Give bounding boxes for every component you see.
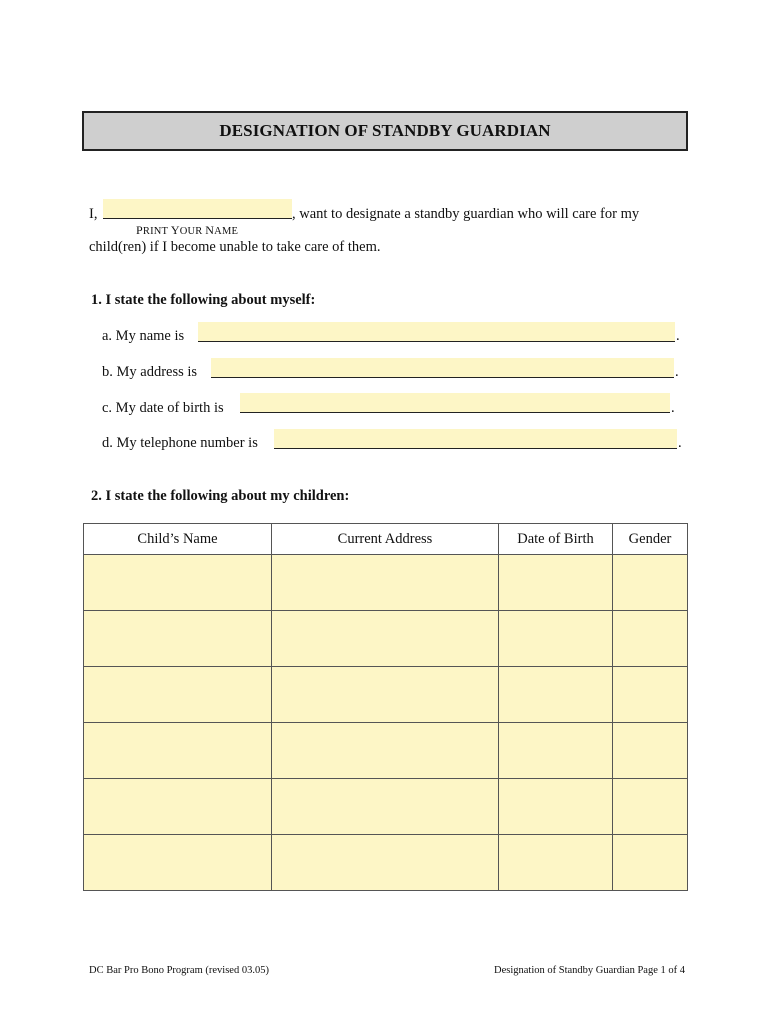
- my-dob-period: .: [671, 400, 675, 416]
- print-your-name-label: PRINT YOUR NAME: [136, 223, 239, 237]
- my-telephone-period: .: [678, 435, 682, 451]
- my-telephone-label: d. My telephone number is: [102, 435, 258, 451]
- column-header-gender: Gender: [613, 524, 688, 555]
- my-address-period: .: [675, 364, 679, 380]
- intro-prefix: I,: [89, 206, 98, 222]
- intro-line2: child(ren) if I become unable to take care of them.: [89, 239, 381, 255]
- print-your-name-field[interactable]: [103, 199, 292, 219]
- my-address-label: b. My address is: [102, 364, 198, 380]
- gender-cell[interactable]: [613, 611, 688, 667]
- gender-cell[interactable]: [613, 835, 688, 891]
- date-of-birth-cell[interactable]: [499, 779, 613, 835]
- current-address-cell[interactable]: [272, 667, 499, 723]
- current-address-cell[interactable]: [272, 723, 499, 779]
- child-name-cell[interactable]: [84, 611, 272, 667]
- column-header-date-of-birth: Date of Birth: [499, 524, 613, 555]
- my-address-field[interactable]: [211, 358, 674, 378]
- column-header-current-address: Current Address: [272, 524, 499, 555]
- table-row: [84, 835, 688, 891]
- current-address-cell[interactable]: [272, 779, 499, 835]
- my-dob-field[interactable]: [240, 393, 670, 413]
- gender-cell[interactable]: [613, 667, 688, 723]
- my-name-field[interactable]: [198, 322, 675, 342]
- title-box: [82, 111, 688, 151]
- table-row: [84, 779, 688, 835]
- table-row: [84, 555, 688, 611]
- child-name-cell[interactable]: [84, 555, 272, 611]
- child-name-cell[interactable]: [84, 723, 272, 779]
- current-address-cell[interactable]: [272, 555, 499, 611]
- table-row: [84, 611, 688, 667]
- children-table: [83, 523, 688, 891]
- my-dob-label: c. My date of birth is: [102, 400, 224, 416]
- my-name-label: a. My name is: [102, 328, 185, 344]
- child-name-cell[interactable]: [84, 779, 272, 835]
- section2-heading: 2. I state the following about my children:: [91, 488, 350, 504]
- date-of-birth-cell[interactable]: [499, 611, 613, 667]
- date-of-birth-cell[interactable]: [499, 835, 613, 891]
- current-address-cell[interactable]: [272, 611, 499, 667]
- date-of-birth-cell[interactable]: [499, 723, 613, 779]
- gender-cell[interactable]: [613, 723, 688, 779]
- column-header-childs-name: Child’s Name: [84, 524, 272, 555]
- table-row: [84, 723, 688, 779]
- footer-left: DC Bar Pro Bono Program (revised 03.05): [89, 965, 269, 976]
- table-row: [84, 667, 688, 723]
- child-name-cell[interactable]: [84, 667, 272, 723]
- date-of-birth-cell[interactable]: [499, 667, 613, 723]
- current-address-cell[interactable]: [272, 835, 499, 891]
- my-name-period: .: [676, 328, 680, 344]
- page-title: DESIGNATION OF STANDBY GUARDIAN: [219, 121, 551, 140]
- intro-suffix: , want to designate a standby guardian who will care for my: [292, 206, 640, 222]
- children-table-header: [84, 524, 688, 555]
- my-telephone-field[interactable]: [274, 429, 677, 449]
- footer-right: Designation of Standby Guardian Page 1 of 4: [494, 965, 686, 976]
- section1-heading: 1. I state the following about myself:: [91, 292, 316, 308]
- gender-cell[interactable]: [613, 779, 688, 835]
- gender-cell[interactable]: [613, 555, 688, 611]
- child-name-cell[interactable]: [84, 835, 272, 891]
- date-of-birth-cell[interactable]: [499, 555, 613, 611]
